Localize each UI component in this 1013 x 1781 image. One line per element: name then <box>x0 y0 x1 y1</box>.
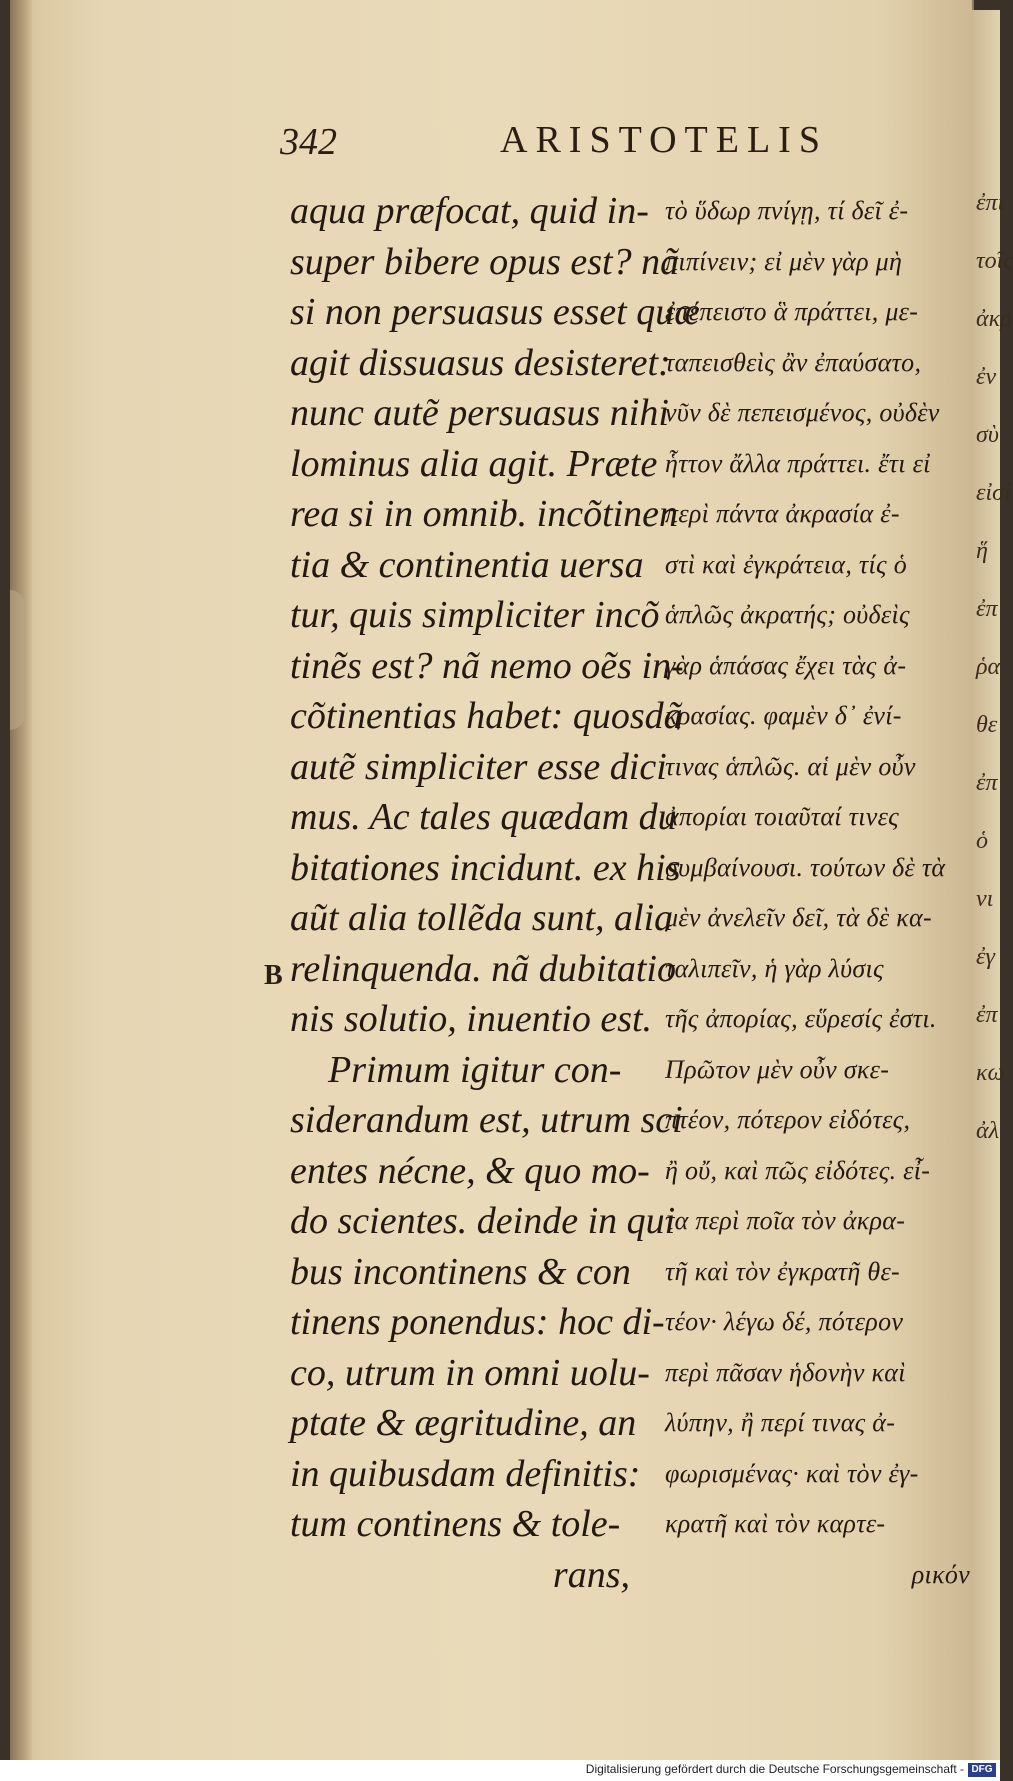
greek-text-line: μὲν ἀνελεῖν δεῖ, τὰ δὲ κα- <box>665 903 932 932</box>
greek-text-line: φωρισμένας· καὶ τὸν ἐγ- <box>665 1458 919 1488</box>
latin-text-line: nis solutio, inuentio est. <box>290 998 653 1040</box>
latin-text-line: entes nécne, & quo mo- <box>290 1149 650 1192</box>
greek-text-line: γὰρ ἁπάσας ἔχει τὰς ἀ- <box>665 650 907 680</box>
latin-text-line: co, utrum in omni uolu- <box>290 1351 650 1394</box>
latin-text-line: do scientes. deinde in qui <box>290 1200 676 1242</box>
facing-page-edge <box>972 10 1013 1760</box>
facing-page-fragment: ἐπ <box>976 770 998 796</box>
latin-text-line: relinquenda. nã dubitatio <box>290 947 676 990</box>
greek-text-line: περὶ πᾶσαν ἡδονὴν καὶ <box>665 1357 906 1387</box>
latin-text-line: si non persuasus esset quæ <box>290 291 700 333</box>
greek-text-line: ἧττον ἄλλα πράττει. ἔτι εἰ <box>665 448 931 478</box>
latin-text-line: super bibere opus est? nã <box>290 240 680 283</box>
facing-page-fragment: ῥα <box>976 654 1001 680</box>
binding-shadow <box>10 590 24 730</box>
latin-text-line: mus. Ac tales quædam du <box>290 796 677 838</box>
latin-text-line: siderandum est, utrum sci <box>290 1099 683 1141</box>
page-gutter <box>10 0 32 1760</box>
greek-text-line: περὶ πάντα ἀκρασία ἐ- <box>665 499 900 528</box>
greek-text-line: τῆ καὶ τὸν ἐγκρατῆ θε- <box>665 1256 900 1286</box>
dfg-logo: DFG <box>968 1763 996 1777</box>
latin-text-line: rans, <box>552 1553 630 1596</box>
facing-page-fragment: κω <box>976 1060 1005 1086</box>
page-number: 342 <box>280 121 337 163</box>
greek-text-line: ἀπορίαι τοιαῦταί τινες <box>665 802 899 831</box>
greek-text-line: στὶ καὶ ἐγκράτεια, τίς ὁ <box>665 549 907 579</box>
facing-page-fragment: σὺ <box>976 422 999 448</box>
latin-text-line: aqua præfocat, quid in- <box>290 190 649 232</box>
book-page <box>10 0 974 1760</box>
latin-text-line: bitationes incidunt. ex his <box>290 846 681 889</box>
facing-page-fragment: ὁ <box>976 828 988 854</box>
digitization-footer <box>0 1760 1000 1781</box>
latin-text-line: in quibusdam definitis: <box>290 1452 641 1495</box>
latin-text-line: tum continens & tole- <box>290 1503 621 1545</box>
greek-text-line: ταπεισθεὶς ἂν ἐπαύσατο, <box>665 347 922 377</box>
greek-text-line: κρατῆ καὶ τὸν καρτε- <box>665 1509 886 1538</box>
latin-text-line: cõtinentias habet: quosdã <box>290 695 683 737</box>
facing-page-fragment: ἐπ <box>976 596 998 622</box>
greek-text-line: συμβαίνουσι. τούτων δὲ τὰ <box>665 852 946 882</box>
latin-text-line: agit dissuasus desisteret: <box>290 341 671 384</box>
latin-text-line: tinẽs est? nã nemo oẽs in- <box>290 644 684 687</box>
greek-text-line: Πρῶτον μὲν οὖν σκε- <box>665 1054 890 1084</box>
latin-text-line: tinens ponendus: hoc di- <box>290 1301 665 1343</box>
facing-page-fragment: τοῖς <box>976 248 1013 274</box>
facing-page-fragment: ἀκρ <box>976 306 1012 332</box>
running-head-title: ARISTOTELIS <box>500 119 828 161</box>
greek-text-line: νῦν δὲ πεπεισμένος, οὐδὲν <box>665 398 940 427</box>
greek-text-line: πτέον, πότερον εἰδότες, <box>665 1105 911 1134</box>
greek-text-line: ἢ οὔ, καὶ πῶς εἰδότες. εἶ- <box>665 1155 931 1185</box>
facing-page-fragment: ἐπι <box>976 190 1005 216</box>
greek-text-line: λύπην, ἢ περί τινας ἀ- <box>665 1408 896 1437</box>
latin-text-line: Primum igitur con- <box>328 1048 622 1091</box>
latin-text-line: ptate & ægritudine, an <box>290 1402 637 1444</box>
greek-text-line: ρικόν <box>911 1559 970 1589</box>
latin-text-line: tia & continentia uersa <box>290 543 644 586</box>
latin-text-line: autẽ simpliciter esse dici <box>290 745 667 788</box>
facing-page-fragment: θε <box>976 712 998 738</box>
latin-text-line: nunc autẽ persuasus nihi <box>290 392 669 434</box>
greek-text-line: κρασίας. φαμὲν δ᾽ ἐνί- <box>665 701 902 730</box>
latin-text-line: aũt alia tollẽda sunt, alia <box>290 897 674 939</box>
footer-credit: Digitalisierung gefördert durch die Deutsche Forschungsgemeinschaft - <box>585 1762 964 1776</box>
running-header <box>280 118 860 168</box>
greek-text-line: ἁπλῶς ἀκρατής; οὐδεὶς <box>665 600 910 629</box>
latin-column <box>290 186 700 1600</box>
latin-text-line: tur, quis simpliciter incõ <box>290 594 660 636</box>
greek-column <box>665 186 970 1600</box>
latin-text-line: rea si in omnib. incõtinen <box>290 493 679 535</box>
greek-text-line: τέον· λέγω δέ, πότερον <box>665 1307 904 1336</box>
section-marker: B <box>264 960 283 991</box>
facing-page-fragment: εἰσί <box>976 480 1011 506</box>
facing-page-fragment: ἐν <box>976 364 997 390</box>
latin-text-line: lominus alia agit. Præte <box>290 442 658 485</box>
greek-text-line: ἐπέπειστο ἃ πράττει, με- <box>665 297 919 326</box>
facing-page-fragment: ἐγ <box>976 944 995 970</box>
greek-text-line: τα περὶ ποῖα τὸν ἀκρα- <box>665 1206 906 1235</box>
facing-page-fragment: ἐπ <box>976 1002 998 1028</box>
facing-page-fragment: ἀλ <box>976 1118 999 1144</box>
facing-page-fragment: νι <box>976 886 994 912</box>
greek-text-line: πιπίνειν; εἰ μὲν γὰρ μὴ <box>665 246 903 276</box>
latin-text-line: bus incontinens & con <box>290 1250 631 1293</box>
greek-text-line: τὸ ὕδωρ πνίγῃ, τί δεῖ ἐ- <box>665 196 909 225</box>
greek-text-line: τινας ἁπλῶς. αἱ μὲν οὖν <box>665 751 916 781</box>
greek-text-line: τῆς ἀπορίας, εὕρεσίς ἐστι. <box>665 1004 937 1033</box>
greek-text-line: ταλιπεῖν, ἡ γὰρ λύσις <box>665 953 884 983</box>
facing-page-fragment: ἥ <box>976 538 988 564</box>
